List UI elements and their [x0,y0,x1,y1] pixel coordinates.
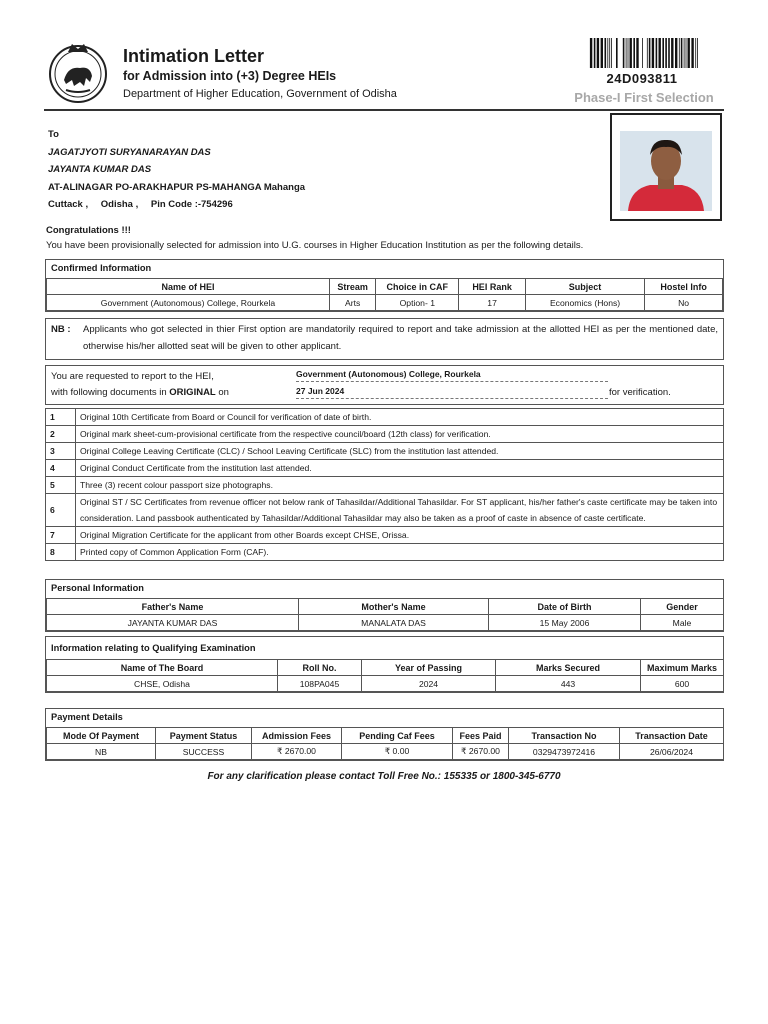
column-header: Date of Birth [489,599,641,615]
candidate-photo [620,131,712,211]
table-header-row [47,279,723,295]
column-header: Gender [641,599,724,615]
column-header: Name of HEI [47,279,330,295]
odisha-emblem-icon [46,40,110,104]
candidate-photo-frame [610,113,722,221]
recipient-address [48,126,305,214]
column-header: Name of The Board [47,660,278,676]
document-item [46,409,724,426]
selection-intro-text: You have been provisionally selected for admission into U.G. courses in Higher Education Institution as per the following details. [46,240,584,251]
column-header: Year of Passing [362,660,496,676]
helpline-footer: For any clarification please contact Toll Free No.: 155335 or 1800-345-6770 [207,771,561,782]
document-number: 7 [46,527,76,544]
document-number: 2 [46,426,76,443]
column-header: Admission Fees [252,728,342,744]
column-header: Father's Name [47,599,299,615]
document-number: 4 [46,460,76,477]
table-cell: NB [47,744,156,760]
table-cell: SUCCESS [156,744,252,760]
report-instructions [45,365,724,405]
report-line-1: You are requested to report to the HEI, [51,371,214,382]
table-cell: 600 [641,676,724,692]
column-header: Maximum Marks [641,660,724,676]
selection-phase: Phase-I First Selection [574,90,714,105]
table-cell: Arts [329,295,375,311]
document-text: Original Migration Certificate for the applicant from other Boards except CHSE, Orissa. [76,527,724,544]
table-row [47,744,724,760]
document-text: Original mark sheet-cum-provisional certificate from the respective council/board (12th class) for verification. [76,426,724,443]
personal-information-title: Personal Information [51,583,144,593]
table-cell: Government (Autonomous) College, Rourkela [47,295,330,311]
address-state: Odisha , [100,199,139,210]
table-cell: JAYANTA KUMAR DAS [47,615,299,631]
document-item [46,426,724,443]
table-cell: 443 [496,676,641,692]
column-header: Pending Caf Fees [342,728,453,744]
document-text: Original College Leaving Certificate (CLC) / School Leaving Certificate (SLC) from the institution last attended. [76,443,724,460]
column-header: Transaction Date [620,728,724,744]
verification-text: for verification. [609,387,671,398]
column-header: HEI Rank [459,279,526,295]
personal-information-table [46,598,724,631]
payment-details-table [46,727,724,760]
document-number: 3 [46,443,76,460]
payment-details-section [45,708,724,761]
table-cell: 26/06/2024 [620,744,724,760]
nb-text: Applicants who got selected in thier First option are mandatorily required to report and take admission at the allotted HEI as per the mentioned date, otherwise his/her allotted seat will be given to other applicant. [83,324,718,352]
letter-subtitle: for Admission into (+3) Degree HEIs [123,69,337,83]
table-cell: No [645,295,723,311]
confirmed-information-title: Confirmed Information [51,263,152,273]
column-header: Choice in CAF [376,279,459,295]
document-text: Three (3) recent colour passport size photographs. [76,477,724,494]
reporting-date: 27 Jun 2024 [296,386,608,399]
original-emphasis: ORIGINAL [169,387,216,398]
nb-label: NB : [51,324,71,335]
table-cell: 0329473972416 [509,744,620,760]
document-item [46,494,724,527]
table-header-row [47,660,724,676]
confirmed-information-section [45,259,724,312]
column-header: Stream [329,279,375,295]
document-text: Original Conduct Certificate from the institution last attended. [76,460,724,477]
document-number: 8 [46,544,76,561]
report-line-2 [51,387,229,398]
column-header: Transaction No [509,728,620,744]
letter-header [44,38,724,110]
confirmed-information-table [46,278,723,311]
application-number: 24D093811 [606,71,678,86]
congratulations-text: Congratulations !!! [46,225,131,236]
address-district: Cuttack , [48,199,89,210]
table-cell: Option- 1 [376,295,459,311]
guardian-name: JAYANTA KUMAR DAS [48,164,152,175]
report-line-2-text: with following documents in [51,387,170,398]
table-cell: ₹ 2670.00 [252,744,342,760]
table-cell: MANALATA DAS [299,615,489,631]
table-cell: Male [641,615,724,631]
document-item [46,527,724,544]
address-to: To [48,129,59,140]
nb-notice [45,318,724,360]
table-cell: CHSE, Odisha [47,676,278,692]
table-header-row [47,728,724,744]
address-line: AT-ALINAGAR PO-ARAKHAPUR PS-MAHANGA Mahanga [48,181,306,193]
document-text: Original ST / SC Certificates from revenue officer not below rank of Tahasildar/Additional Tahasildar. For ST applicant, his/her father's caste certificate may be taken into consideration. Land passbook authenticated by Tahasildar/Additional Tahasildar may also be taken as a proof of caste in absence of caste certificate. [76,494,724,527]
table-cell: ₹ 0.00 [342,744,453,760]
column-header: Payment Status [156,728,252,744]
table-cell: 17 [459,295,526,311]
address-pin-line [48,196,305,214]
document-number: 5 [46,477,76,494]
document-item [46,544,724,561]
department-name: Department of Higher Education, Government of Odisha [123,88,397,100]
column-header: Subject [525,279,644,295]
column-header: Fees Paid [453,728,509,744]
qualifying-exam-section [45,636,724,693]
document-number: 6 [46,494,76,527]
table-row [47,676,724,692]
payment-details-title: Payment Details [51,712,123,722]
column-header: Marks Secured [496,660,641,676]
candidate-name: JAGATJYOTI SURYANARAYAN DAS [48,146,211,158]
header-divider [44,109,724,111]
document-item [46,460,724,477]
document-item [46,443,724,460]
document-text: Original 10th Certificate from Board or Council for verification of date of birth. [76,409,724,426]
letter-title: Intimation Letter [123,46,265,66]
table-header-row [47,599,724,615]
document-item [46,477,724,494]
column-header: Hostel Info [645,279,723,295]
column-header: Roll No. [278,660,362,676]
table-cell: 15 May 2006 [489,615,641,631]
document-number: 1 [46,409,76,426]
report-line-2-suffix: on [215,387,229,398]
table-row [47,295,723,311]
table-row [47,615,724,631]
address-pin: Pin Code :-754296 [150,199,233,210]
document-text: Printed copy of Common Application Form (CAF). [76,544,724,561]
table-cell: Economics (Hons) [525,295,644,311]
column-header: Mother's Name [299,599,489,615]
barcode-icon [586,38,698,68]
personal-information-section [45,579,724,632]
reporting-hei: Government (Autonomous) College, Rourkela [296,369,608,382]
qualifying-exam-table [46,659,724,692]
table-cell: 108PA045 [278,676,362,692]
qualifying-exam-title: Information relating to Qualifying Examination [51,643,256,653]
required-documents-list [45,408,724,561]
table-cell: ₹ 2670.00 [453,744,509,760]
column-header: Mode Of Payment [47,728,156,744]
table-cell: 2024 [362,676,496,692]
